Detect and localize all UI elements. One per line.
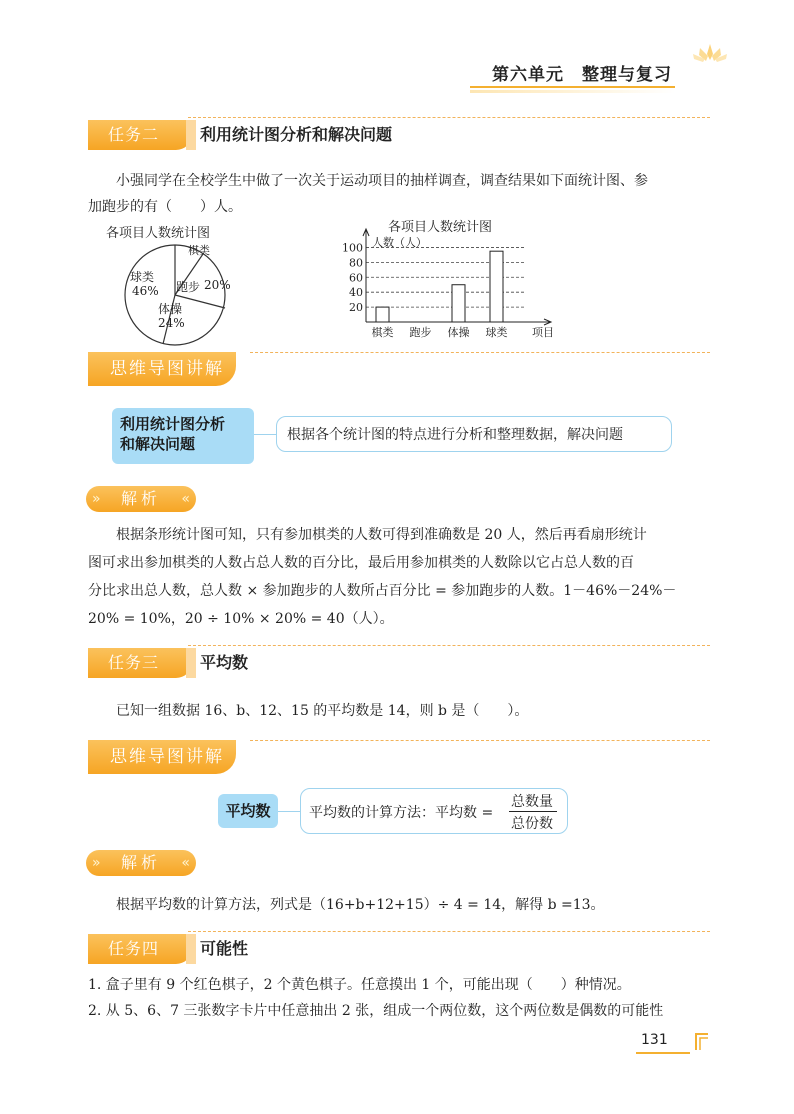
mindmap2-content-prefix: 平均数的计算方法：平均数 = — [309, 805, 494, 821]
pie-label-chess: 棋类 — [188, 244, 210, 257]
bar — [452, 285, 465, 322]
mindmap1-node-line1: 利用统计图分析 — [120, 415, 226, 433]
task2-question-line1: 小强同学在全校学生中做了一次关于运动项目的抽样调查，调查结果如下面统计图、参 — [116, 173, 648, 189]
pie-label-ball-pct: 46% — [132, 284, 159, 298]
task3-divider — [188, 645, 710, 646]
y-tick-label: 60 — [349, 271, 363, 285]
mindmap2-denominator: 总份数 — [511, 816, 553, 832]
pie-label-gym: 体操 — [158, 302, 183, 316]
unit-title: 第六单元 整理与复习 — [492, 65, 672, 85]
task2-divider — [188, 117, 710, 118]
lotus-decoration-icon — [690, 40, 730, 66]
analysis1-line4: 20% = 10%，20 ÷ 10% × 20% = 40（人）。 — [88, 611, 394, 627]
y-tick-label: 80 — [349, 256, 363, 270]
mindmap1-content-box — [276, 416, 672, 452]
analysis1-line3: 分比求出总人数，总人数 × 参加跑步的人数所占百分比 = 参加跑步的人数。1－46%－24%－ — [88, 583, 677, 599]
mindmap1-tab: 思维导图讲解 — [88, 352, 236, 386]
page-number-underline — [636, 1052, 690, 1054]
mindmap2-node — [218, 794, 278, 828]
bar — [490, 251, 503, 322]
bar-chart-title: 各项目人数统计图 — [388, 220, 493, 235]
analysis1-tab — [86, 486, 196, 512]
chevron-left-icon: « — [181, 855, 190, 871]
page-number: 131 — [641, 1032, 668, 1048]
task3-tab-bar — [186, 648, 196, 678]
y-tick-label: 40 — [349, 286, 363, 300]
mindmap1-divider — [250, 352, 710, 353]
pie-chart-title: 各项目人数统计图 — [106, 226, 211, 241]
pie-label-ball: 球类 — [130, 270, 155, 284]
mindmap2-connector — [278, 811, 300, 812]
bar-chart-graphic — [330, 212, 560, 348]
task2-question-line2: 加跑步的有（ ）人。 — [88, 199, 242, 215]
y-tick-label: 20 — [349, 301, 363, 315]
pie-chart — [100, 220, 250, 350]
chevron-left-icon: « — [181, 491, 190, 507]
mindmap2-content-box — [300, 788, 568, 834]
mindmap2-tab: 思维导图讲解 — [88, 740, 236, 774]
analysis2-tab — [86, 850, 196, 876]
y-tick-label: 100 — [342, 241, 363, 255]
x-tick-label: 跑步 — [409, 326, 432, 339]
task4-question1: 1. 盒子里有 9 个红色棋子，2 个黄色棋子。任意摸出 1 个，可能出现（ ）种情况。 — [88, 977, 631, 993]
pie-label-run: 跑步 — [176, 280, 201, 294]
mindmap2-numerator: 总数量 — [511, 794, 553, 810]
header-underline-shadow — [470, 90, 675, 93]
analysis1-tab-label: 解析 — [120, 489, 161, 508]
mindmap1-connector — [254, 434, 276, 435]
mindmap1-node-line2: 和解决问题 — [120, 435, 196, 453]
task3-heading: 平均数 — [200, 653, 249, 672]
x-tick-label: 球类 — [485, 326, 508, 339]
bar-chart — [330, 212, 560, 348]
task3-question: 已知一组数据 16、b、12、15 的平均数是 14，则 b 是（ ）。 — [116, 703, 529, 719]
x-axis-label: 项目 — [532, 326, 554, 339]
task2-heading: 利用统计图分析和解决问题 — [200, 125, 393, 144]
task3-tab: 任务三 — [88, 648, 192, 678]
analysis2-tab-label: 解析 — [120, 853, 161, 872]
chevron-right-icon: » — [92, 855, 101, 871]
task4-question2: 2. 从 5、6、7 三张数字卡片中任意抽出 2 张，组成一个两位数，这个两位数是偶数的可能性 — [88, 1003, 664, 1019]
analysis1-line2: 图可求出参加棋类的人数占总人数的百分比，最后用参加棋类的人数除以它占总人数的百 — [88, 555, 634, 571]
mindmap2-divider — [250, 740, 710, 741]
page-corner-icon — [694, 1030, 710, 1052]
mindmap2-node-label: 平均数 — [225, 802, 271, 820]
analysis1-line1: 根据条形统计图可知，只有参加棋类的人数可得到准确数是 20 人，然后再看扇形统计 — [116, 527, 647, 543]
y-axis-label: 人数（人） — [372, 236, 427, 249]
analysis2-line1: 根据平均数的计算方法，列式是（16+b+12+15）÷ 4 = 14，解得 b =13。 — [116, 897, 605, 913]
mindmap1-content: 根据各个统计图的特点进行分析和整理数据，解决问题 — [287, 427, 623, 443]
mindmap2-fraction-bar — [509, 811, 557, 812]
pie-label-gym-pct: 24% — [158, 316, 185, 330]
pie-label-run-pct: 20% — [204, 278, 231, 292]
task4-tab-bar — [186, 934, 196, 964]
task4-divider — [188, 931, 710, 932]
task2-tab: 任务二 — [88, 120, 192, 150]
bar — [376, 307, 389, 322]
x-tick-label: 棋类 — [371, 326, 394, 339]
task4-heading: 可能性 — [200, 939, 249, 958]
mindmap1-node — [112, 408, 254, 464]
chevron-right-icon: » — [92, 491, 101, 507]
task2-tab-bar — [186, 120, 196, 150]
x-tick-label: 体操 — [447, 326, 470, 339]
header-underline — [470, 86, 675, 88]
task4-tab: 任务四 — [88, 934, 192, 964]
